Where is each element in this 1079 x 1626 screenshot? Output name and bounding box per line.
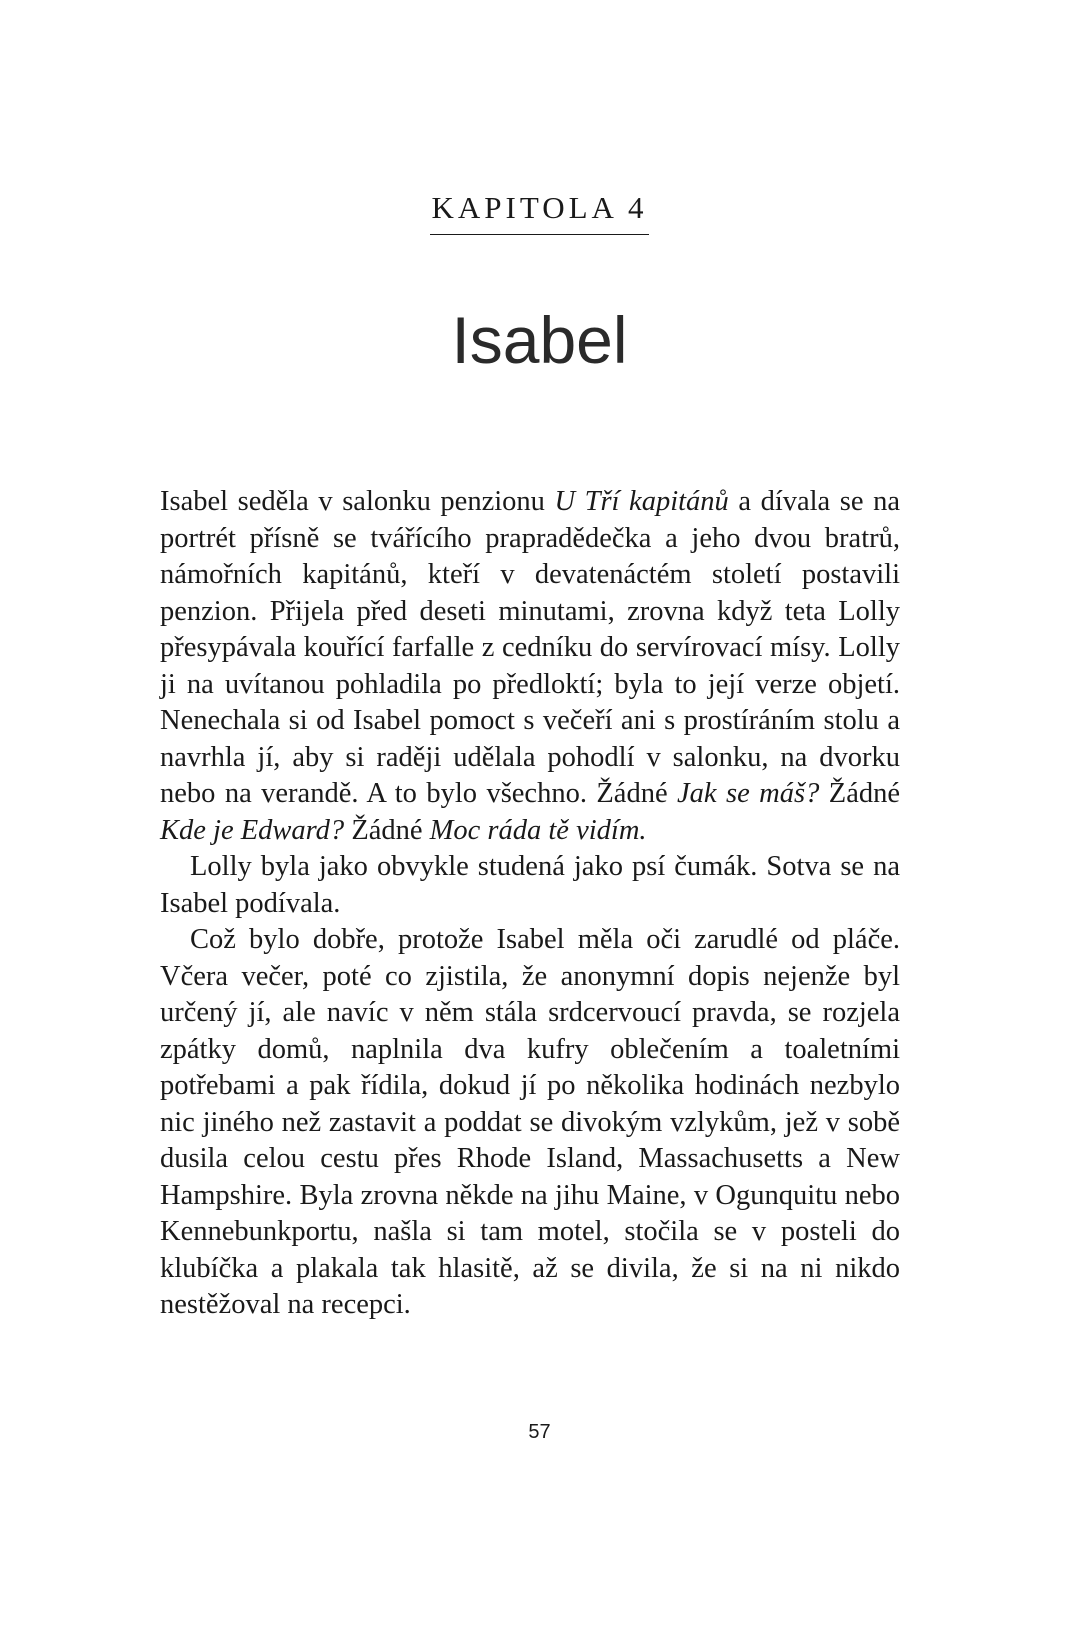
paragraph-1-text-3: Žádné xyxy=(819,778,900,809)
chapter-title: Isabel xyxy=(451,303,628,377)
paragraph-1 xyxy=(160,484,900,849)
paragraph-1-italic-3: Kde je Edward? xyxy=(160,814,345,846)
body-text xyxy=(160,484,900,1324)
paragraph-1-italic-2: Jak se máš? xyxy=(677,778,820,809)
paragraph-3: Což bylo dobře, protože Isabel měla oči zarudlé od pláče. Včera večer, poté co zjistila, že anonymní dopis nejenže byl určený jí, ale navíc v něm stála srdcervoucí pravda, se rozjela zpátky domů, naplnila dva kufry oblečením a toaletními potřebami a pak řídila, dokud jí po několika hodinách nezbylo nic jiného než zastavit a poddat se divokým vzlykům, jež v sobě dusila celou cestu přes Rhode Island, Massachusetts a New Hampshire. Byla zrovna někde na jihu Maine, v Ogunquitu nebo Kennebunkportu, našla si tam motel, stočila se v posteli do klubíčka a plakala tak hlasitě, až se divila, že si na ni nikdo nestěžoval na recepci. xyxy=(160,924,900,1320)
paragraph-1-text-2: a dívala se na portrét přísně se tvářícího prapradědečka a jeho dvou bratrů, námořních kapitánů, kteří v devatenáctém století postavili penzion. Přijela před deseti minutami, zrovna když teta Lolly přesypávala kouřící farfalle z cedníku do servírovací mísy. Lolly ji na uvítanou pohladila po předloktí; byla to její verze objetí. Nenechala si od Isabel pomoct s večeří ani s prostíráním stolu a navrhla jí, aby si raději udělala pohodlí v salonku, na dvorku nebo na verandě. A to bylo všechno. Žádné xyxy=(160,486,900,809)
chapter-label-text: KAPITOLA 4 xyxy=(430,188,650,235)
paragraph-1-text-4: Žádné xyxy=(344,814,430,846)
page-number: 57 xyxy=(528,1421,551,1443)
chapter-label xyxy=(0,188,1079,235)
paragraph-1-italic-4: Moc ráda tě vidím. xyxy=(429,814,647,846)
paragraph-1-text-1: Isabel seděla v salonku penzionu xyxy=(160,486,555,517)
paragraph-2: Lolly byla jako obvykle studená jako psí čumák. Sotva se na Isabel podívala. xyxy=(160,851,900,919)
paragraph-1-italic-1: U Tří kapitánů xyxy=(554,486,729,517)
